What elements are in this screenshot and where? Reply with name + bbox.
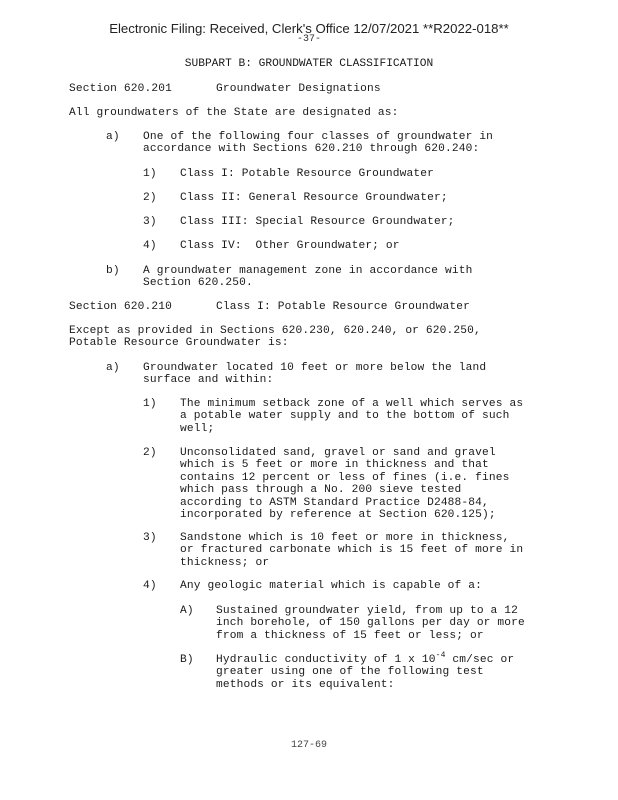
item-text — [216, 605, 525, 642]
text-line: well; — [180, 422, 215, 435]
text-line: A groundwater management zone in accordance with — [143, 265, 473, 277]
item-label: A) — [180, 605, 194, 617]
item-text — [180, 398, 523, 435]
subpart-title: SUBPART B: GROUNDWATER CLASSIFICATION — [184, 58, 434, 70]
text-line: from a thickness of 15 feet or less; or — [216, 629, 484, 642]
section-201-intro: All groundwaters of the State are designated as: — [69, 107, 399, 119]
section-201-title: Groundwater Designations — [216, 83, 381, 95]
text-line: One of the following four classes of groundwater in — [143, 131, 494, 143]
text-line: accordance with Sections 620.210 through 620.240: — [143, 143, 480, 156]
text-line: according to ASTM Standard Practice D2488-84, — [180, 496, 489, 509]
item-label: 1) — [143, 398, 157, 410]
item-label: b) — [106, 265, 120, 277]
text-line — [216, 651, 515, 666]
text-line: Potable Resource Groundwater is: — [69, 337, 289, 350]
section-201-number: Section 620.201 — [69, 83, 172, 95]
section-210-title: Class I: Potable Resource Groundwater — [216, 301, 470, 313]
text-line: The minimum setback zone of a well which serves as — [180, 398, 524, 410]
text-line: Except as provided in Sections 620.230, 620.240, or 620.250, — [69, 325, 481, 337]
text-line: which pass through a No. 200 sieve tested — [180, 484, 462, 497]
item-text — [180, 447, 509, 521]
item-label: 2) — [143, 192, 157, 204]
item-label: a) — [106, 131, 120, 143]
text-fragment: Hydraulic conductivity of 1 x 10 — [216, 654, 436, 666]
item-text — [143, 131, 493, 156]
item-text — [180, 532, 523, 569]
text-line: contains 12 percent or less of fines (i.e. fines — [180, 471, 510, 484]
text-line: inch borehole, of 150 gallons per day or more — [216, 617, 525, 630]
text-line: incorporated by reference at Section 620.125); — [180, 509, 496, 522]
item-text: Class I: Potable Resource Groundwater — [180, 168, 434, 180]
filing-stamp: Electronic Filing: Received, Clerk's Office 12/07/2021 **R2022-018** — [109, 21, 509, 36]
item-text — [143, 362, 486, 387]
item-label: 2) — [143, 447, 157, 459]
item-text — [143, 265, 472, 290]
text-line: Sandstone which is 10 feet or more in thickness, — [180, 532, 510, 544]
text-fragment: cm/sec or — [445, 654, 515, 666]
text-line: methods or its equivalent: — [216, 678, 395, 691]
section-210-intro — [69, 325, 481, 350]
footer-page-ref: 127-69 — [290, 740, 327, 751]
item-label: a) — [106, 362, 120, 374]
item-label: 1) — [143, 168, 157, 180]
item-text: Class IV: Other Groundwater; or — [180, 240, 400, 252]
text-line: surface and within: — [143, 374, 274, 387]
item-label: 4) — [143, 240, 157, 252]
item-label: 3) — [143, 216, 157, 228]
text-line: a potable water supply and to the bottom of such — [180, 410, 510, 423]
item-label: B) — [180, 654, 194, 666]
exponent: -4 — [435, 651, 446, 660]
text-line: Sustained groundwater yield, from up to a 12 — [216, 605, 518, 617]
text-line: Groundwater located 10 feet or more below the land — [143, 362, 487, 374]
text-line: Unconsolidated sand, gravel or sand and gravel — [180, 447, 496, 459]
item-label: 3) — [143, 532, 157, 544]
item-text: Class II: General Resource Groundwater; — [180, 192, 448, 204]
text-line: which is 5 feet or more in thickness and that — [180, 459, 489, 472]
text-line: thickness; or — [180, 556, 270, 569]
page-number: -37- — [296, 34, 321, 45]
text-line: or fractured carbonate which is 15 feet of more in — [180, 544, 524, 557]
text-line: greater using one of the following test — [216, 666, 484, 679]
item-text: Any geologic material which is capable of a: — [180, 580, 482, 592]
text-line: Section 620.250. — [143, 277, 253, 290]
item-label: 4) — [143, 580, 157, 592]
item-text — [216, 651, 515, 691]
item-text: Class III: Special Resource Groundwater; — [180, 216, 455, 228]
section-210-number: Section 620.210 — [69, 301, 172, 313]
